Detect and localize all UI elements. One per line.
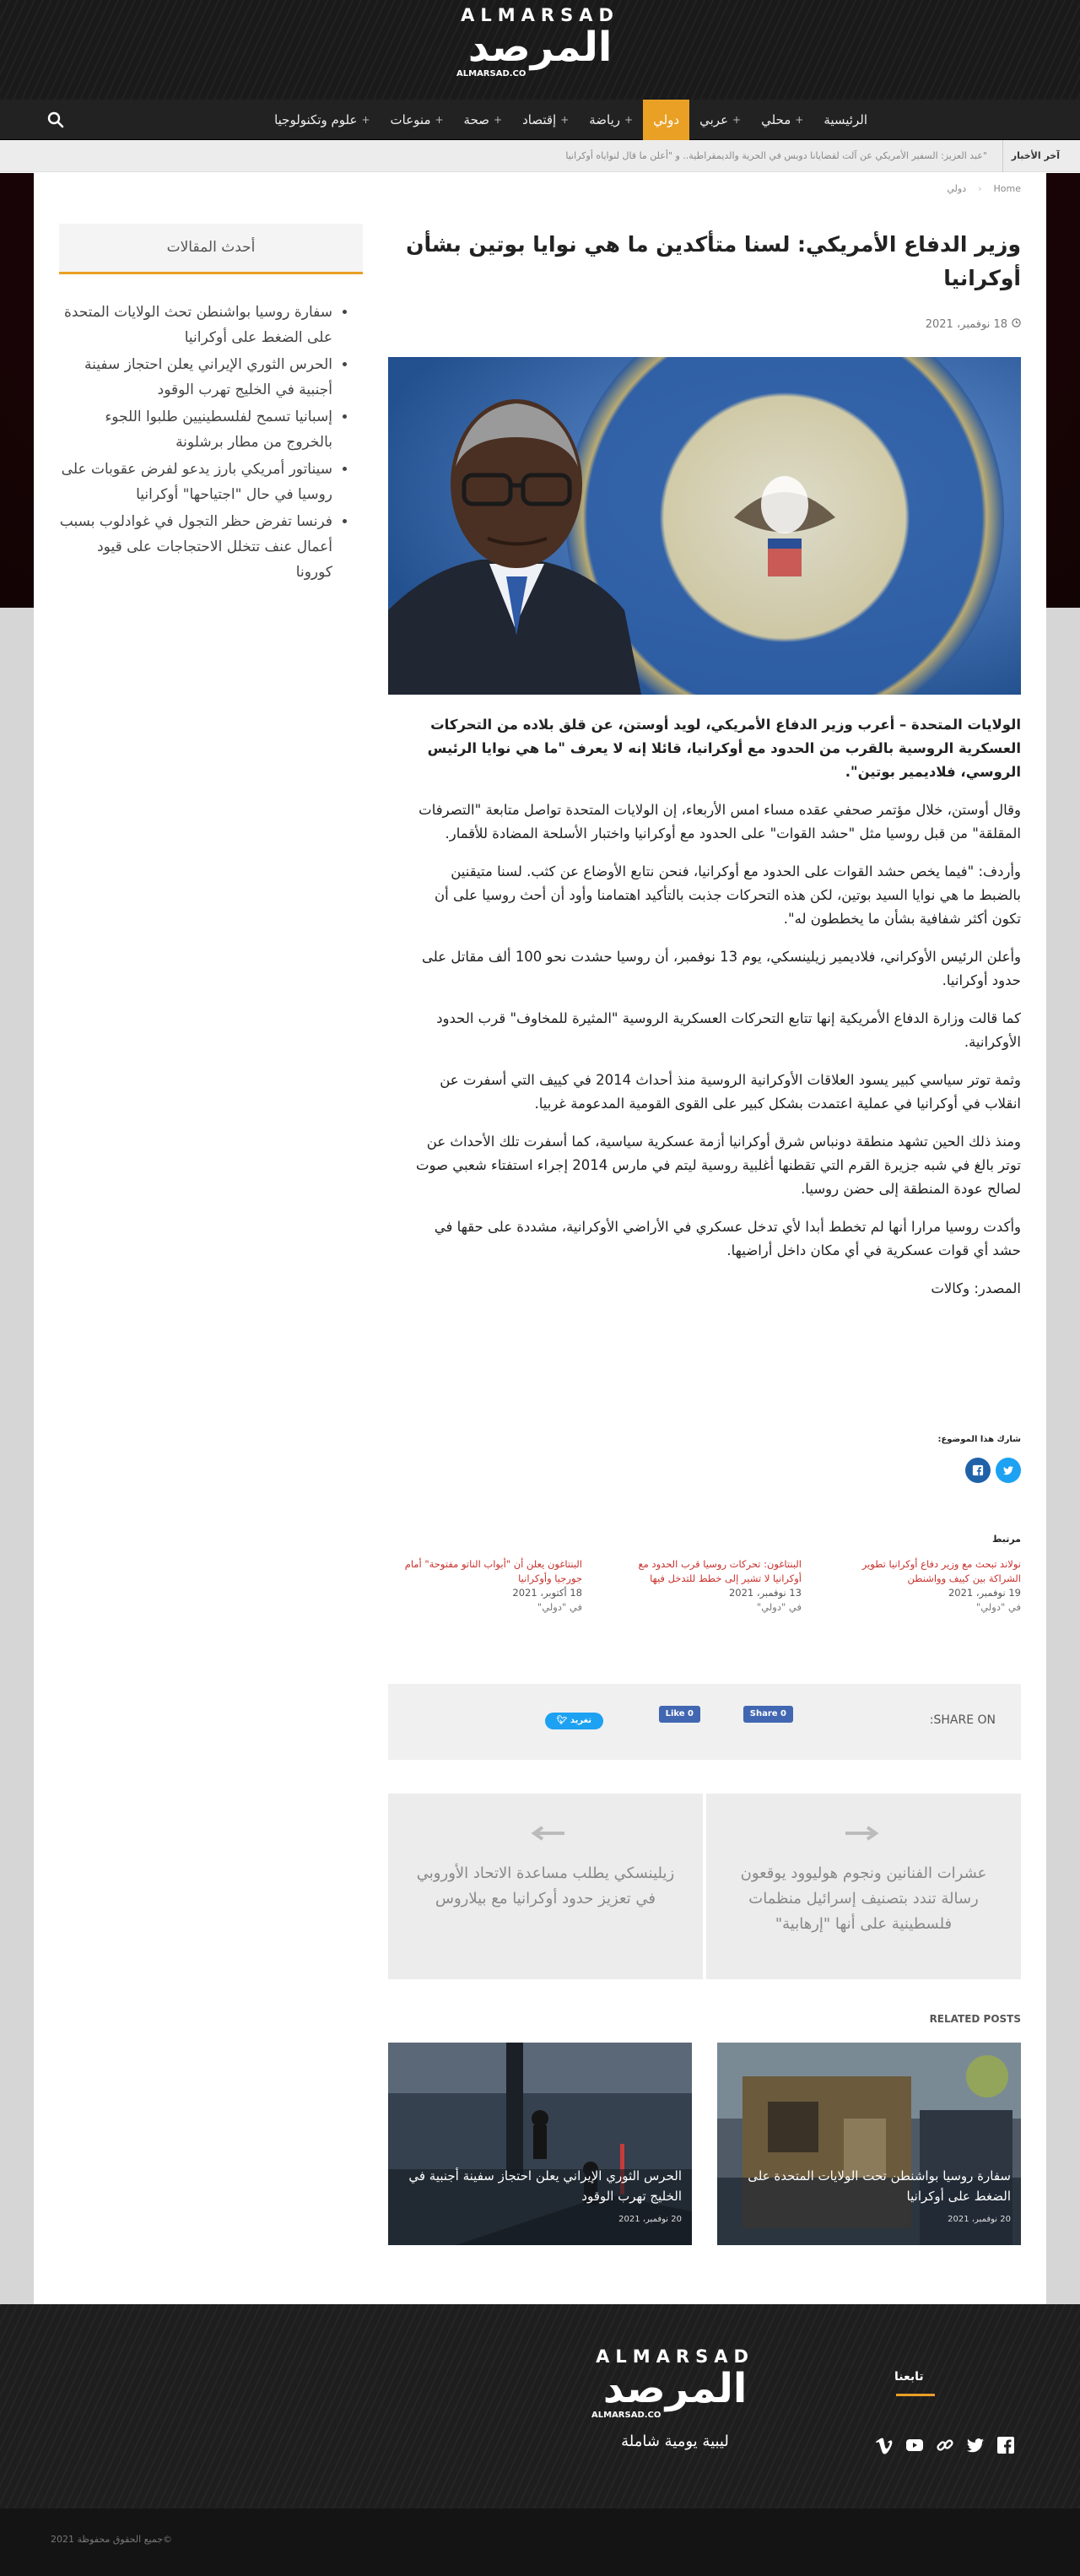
follow-underline: [896, 2394, 935, 2396]
related-posts-title: RELATED POSTS: [929, 2013, 1021, 2025]
article-paragraph: المصدر: وكالات: [931, 1280, 1021, 1296]
follow-title: تابعنا: [894, 2370, 924, 2384]
breadcrumb: [947, 183, 1021, 194]
nav-item[interactable]: [264, 100, 380, 140]
nav-item-label: الرئيسية: [824, 112, 867, 127]
related-item-title[interactable]: البنتاغون يعلن أن "أبواب الناتو مفتوحة" أمام جورجيا وأوكرانيا: [404, 1558, 582, 1584]
recent-post-link[interactable]: • سيناتور أمريكي بارز يدعو لفرض عقوبات على روسيا في حال "اجتياحها" أوكرانيا: [59, 457, 332, 507]
nav-item[interactable]: [579, 100, 643, 140]
related-post-card[interactable]: [388, 2043, 692, 2245]
youtube-icon[interactable]: [904, 2435, 925, 2455]
related-post-date: 20 نوفمبر، 2021: [618, 2215, 682, 2224]
article-paragraph: وأردف: "فيما يخص حشد القوات على الحدود مع أوكرانيا، فنحن نتابع الأوضاع عن كثب. لسنا متيقنين بالضبط ما هي نوايا السيد بوتين، لكن هذه التحركات جذبت بالتأكيد اهتمامنا وأود أن أحث روسيا على أن تكون أكثر شفافية بشأن ما يخططون له".: [435, 863, 1021, 927]
related-item-date: 19 نوفمبر، 2021: [948, 1587, 1021, 1599]
fb-share-button[interactable]: Share 0: [743, 1706, 793, 1723]
recent-post-link[interactable]: • سفارة روسيا بواشنطن تحث الولايات المتحدة على الضغط على أوكرانيا: [59, 300, 332, 350]
sidebar-widget-title: أحدث المقالات: [59, 224, 363, 274]
article-paragraph: وأكدت روسيا مرارا أنها لم تخطط أبدا لأي تدخل عسكري في الأراضي الأوكرانية، مشددة على حقها في حشد أي قوات عسكرية في أي مكان داخل أراضيها.: [434, 1219, 1021, 1258]
news-ticker: [0, 140, 1080, 172]
article-date: [926, 318, 1021, 331]
sidebar: [59, 224, 363, 587]
recent-post-link[interactable]: • فرنسا تفرض حظر التجول في غوادلوب بسبب أعمال عنف تتخلل الاحتجاجات على قيود كورونا: [59, 509, 332, 585]
related-item-category: في "دولي": [756, 1601, 802, 1613]
related-item: [388, 1557, 582, 1615]
arrow-right-icon: [845, 1826, 883, 1841]
main-nav: [0, 100, 1080, 140]
related-post-caption: [727, 2166, 1011, 2230]
arrow-left-icon: [527, 1826, 564, 1841]
share-on-label: SHARE ON:: [929, 1713, 996, 1727]
footer-logo-arabic: المرصد: [602, 2365, 748, 2412]
related-item-title[interactable]: البنتاغون: تحركات روسيا قرب الحدود مع أوكرانيا لا تشير إلى خطط للتدخل فيها: [638, 1558, 802, 1584]
nav-item-label: رياضة: [589, 112, 621, 127]
copyright-text: جميع الحقوق محفوظة 2021©: [51, 2534, 173, 2545]
related-item-date: 18 أكتوبر، 2021: [512, 1587, 582, 1599]
nav-item[interactable]: [643, 100, 689, 140]
vimeo-icon[interactable]: [874, 2435, 894, 2455]
site-logo[interactable]: [451, 5, 629, 86]
twitter-bird-icon: 🐦︎: [556, 1716, 568, 1725]
breadcrumb-section[interactable]: دولي: [947, 183, 967, 194]
ticker-label: آخر الأخبار: [1002, 140, 1060, 172]
related-item-title[interactable]: نولاند تبحث مع وزير دفاع أوكرانيا تطوير الشراكة بين كييف وواشنطن: [861, 1558, 1021, 1584]
share-title: شارك هذا الموضوع:: [937, 1435, 1021, 1444]
plus-icon: +: [795, 114, 804, 126]
logo-domain: ALMARSAD.CO: [456, 69, 526, 78]
fb-like-button[interactable]: Like 0: [659, 1706, 700, 1723]
article-paragraph: وقال أوستن، خلال مؤتمر صحفي عقده مساء امس الأربعاء، إن الولايات المتحدة تواصل متابعة "التصرفات المقلقة" من قبل روسيا مثل "حشد القوات" على الحدود مع أوكرانيا واختبار الأسلحة المضادة للأقمار.: [418, 802, 1021, 842]
related-item: [608, 1557, 802, 1615]
article-lead: الولايات المتحدة – أعرب وزير الدفاع الأمريكي، لويد أوستن، عن قلق بلاده من التحركات العسكرية الروسية بالقرب من الحدود مع أوكرانيا، قائلا إنه لا يعرف "ما هي نوايا الرئيس الروسي، فلاديمير بوتين".: [427, 717, 1021, 780]
related-post-title: الحرس الثوري الإيراني يعلن احتجاز سفينة أجنبية في الخليج تهرب الوقود: [408, 2168, 682, 2204]
nav-item-label: منوعات: [390, 112, 431, 127]
site-footer: [0, 2304, 1080, 2576]
nav-item[interactable]: [381, 100, 454, 140]
next-post-link[interactable]: [706, 1794, 1021, 1979]
nav-item-label: علوم وتكنولوجيا: [274, 112, 358, 127]
share-on-bar: [388, 1684, 1021, 1760]
article-paragraph: ومنذ ذلك الحين تشهد منطقة دونباس شرق أوكرانيا أزمة عسكرية سياسية، كما أسفرت تلك الأحداث عن توتر بالغ في شبه جزيرة القرم التي تقطنها أغلبية روسية ليتم في مارس 2014 إجراء استفتاء شعبي صوت لصالح عودة المنطقة إلى حضن روسيا.: [415, 1134, 1021, 1197]
recent-post-link[interactable]: • الحرس الثوري الإيراني يعلن احتجاز سفينة أجنبية في الخليج تهرب الوقود: [59, 352, 332, 403]
related-item-category: في "دولي": [537, 1601, 582, 1613]
facebook-icon[interactable]: [996, 2435, 1016, 2455]
tweet-label: تغريد: [570, 1716, 591, 1725]
plus-icon: +: [435, 114, 444, 126]
copyright-bar: [0, 2508, 1080, 2576]
nav-item-label: دولي: [653, 112, 680, 127]
nav-list: [264, 100, 878, 140]
nav-item[interactable]: [751, 100, 813, 140]
related-post-title: سفارة روسيا بواشنطن تحت الولايات المتحدة على الضغط على أوكرانيا: [748, 2168, 1011, 2204]
nav-item-label: إقتصاد: [522, 112, 557, 127]
logo-latin: ALMARSAD: [461, 5, 619, 25]
related-post-card[interactable]: [717, 2043, 1021, 2245]
footer-logo-latin: ALMARSAD: [596, 2346, 754, 2367]
date-text: 18 نوفمبر، 2021: [925, 318, 1007, 331]
logo-arabic: المرصد: [467, 24, 613, 71]
search-icon[interactable]: [47, 111, 64, 128]
related-post-caption: [398, 2166, 682, 2230]
nav-item-label: صحة: [463, 112, 490, 127]
article-paragraphs: [405, 798, 1021, 1301]
related-list: [388, 1557, 1021, 1615]
footer-logo-domain: ALMARSAD.CO: [591, 2411, 662, 2420]
article-paragraph: وثمة توتر سياسي كبير يسود العلاقات الأوكرانية الروسية منذ أحداث 2014 في كييف التي أسفرت عن انقلاب في أوكرانيا في عملية اعتمدت بشكل كبير على القوى القومية المدعومة غربيا.: [440, 1072, 1021, 1112]
nav-item-label: عربي: [699, 112, 729, 127]
prev-post-link[interactable]: [388, 1794, 703, 1979]
plus-icon: +: [361, 114, 370, 126]
article-paragraph: وأعلن الرئيس الأوكراني، فلاديمير زيلينسكي، يوم 13 نوفمبر، أن روسيا حشدت نحو 100 ألف مقاتل على حدود أوكرانيا.: [422, 949, 1021, 988]
prev-post-title: زيلينسكي يطلب مساعدة الاتحاد الأوروبي في تعزيز حدود أوكرانيا مع بيلاروس: [416, 1864, 675, 1908]
breadcrumb-home[interactable]: Home: [993, 183, 1021, 194]
article-hero-image: [388, 357, 1021, 695]
facebook-icon[interactable]: [965, 1458, 991, 1483]
tweet-button[interactable]: [545, 1713, 603, 1729]
nav-item[interactable]: [512, 100, 579, 140]
link-icon[interactable]: [935, 2435, 955, 2455]
twitter-icon[interactable]: [996, 1458, 1021, 1483]
nav-item-label: محلي: [761, 112, 791, 127]
related-item-category: في "دولي": [975, 1601, 1021, 1613]
plus-icon: +: [494, 114, 503, 126]
nav-item[interactable]: [813, 100, 878, 140]
plus-icon: +: [732, 114, 742, 126]
next-post-title: عشرات الفنانين ونجوم هوليوود يوقعون رسالة تندد بتصنيف إسرائيل منظمات فلسطينية على أنها "إرهابية": [740, 1864, 987, 1933]
related-posts: [388, 2043, 1021, 2245]
recent-posts-list: [59, 300, 363, 585]
recent-post-link[interactable]: • إسبانيا تسمح لفلسطينيين طلبوا اللجوء بالخروج من مطار برشلونة: [59, 404, 332, 455]
ticker-text[interactable]: عبد العزيز: السفير الأمريكي عن آلت لقضايانا دوبس في الحرية والديمقراطية.. و "أعلن ما قال لنواياه أوكرانيا": [565, 150, 987, 161]
nav-item[interactable]: [454, 100, 513, 140]
plus-icon: +: [560, 114, 570, 126]
share-icons: [965, 1458, 1021, 1483]
site-header: [0, 0, 1080, 100]
plus-icon: +: [624, 114, 634, 126]
related-item: [827, 1557, 1021, 1615]
related-item-date: 13 نوفمبر، 2021: [728, 1587, 802, 1599]
related-title: مرتبط: [991, 1534, 1021, 1545]
chevron-left-icon: ›: [978, 183, 982, 194]
clock-icon: [1012, 318, 1021, 331]
footer-tagline: ليبية يومية شاملة: [621, 2433, 729, 2450]
post-navigation: [388, 1794, 1021, 1979]
related-post-date: 20 نوفمبر، 2021: [948, 2215, 1011, 2224]
footer-logo[interactable]: [586, 2346, 764, 2427]
nav-item[interactable]: [689, 100, 751, 140]
article-body: [405, 713, 1021, 1315]
content-container: [34, 173, 1046, 2304]
article-title: وزير الدفاع الأمريكي: لسنا متأكدين ما هي نوايا بوتين بشأن أوكرانيا: [406, 232, 1021, 290]
twitter-icon[interactable]: [965, 2435, 986, 2455]
article-paragraph: كما قالت وزارة الدفاع الأمريكية إنها تتابع التحركات العسكرية الروسية "المثيرة للمخاوف" قرب الحدود الأوكرانية.: [436, 1010, 1021, 1050]
social-links: [874, 2435, 1016, 2455]
